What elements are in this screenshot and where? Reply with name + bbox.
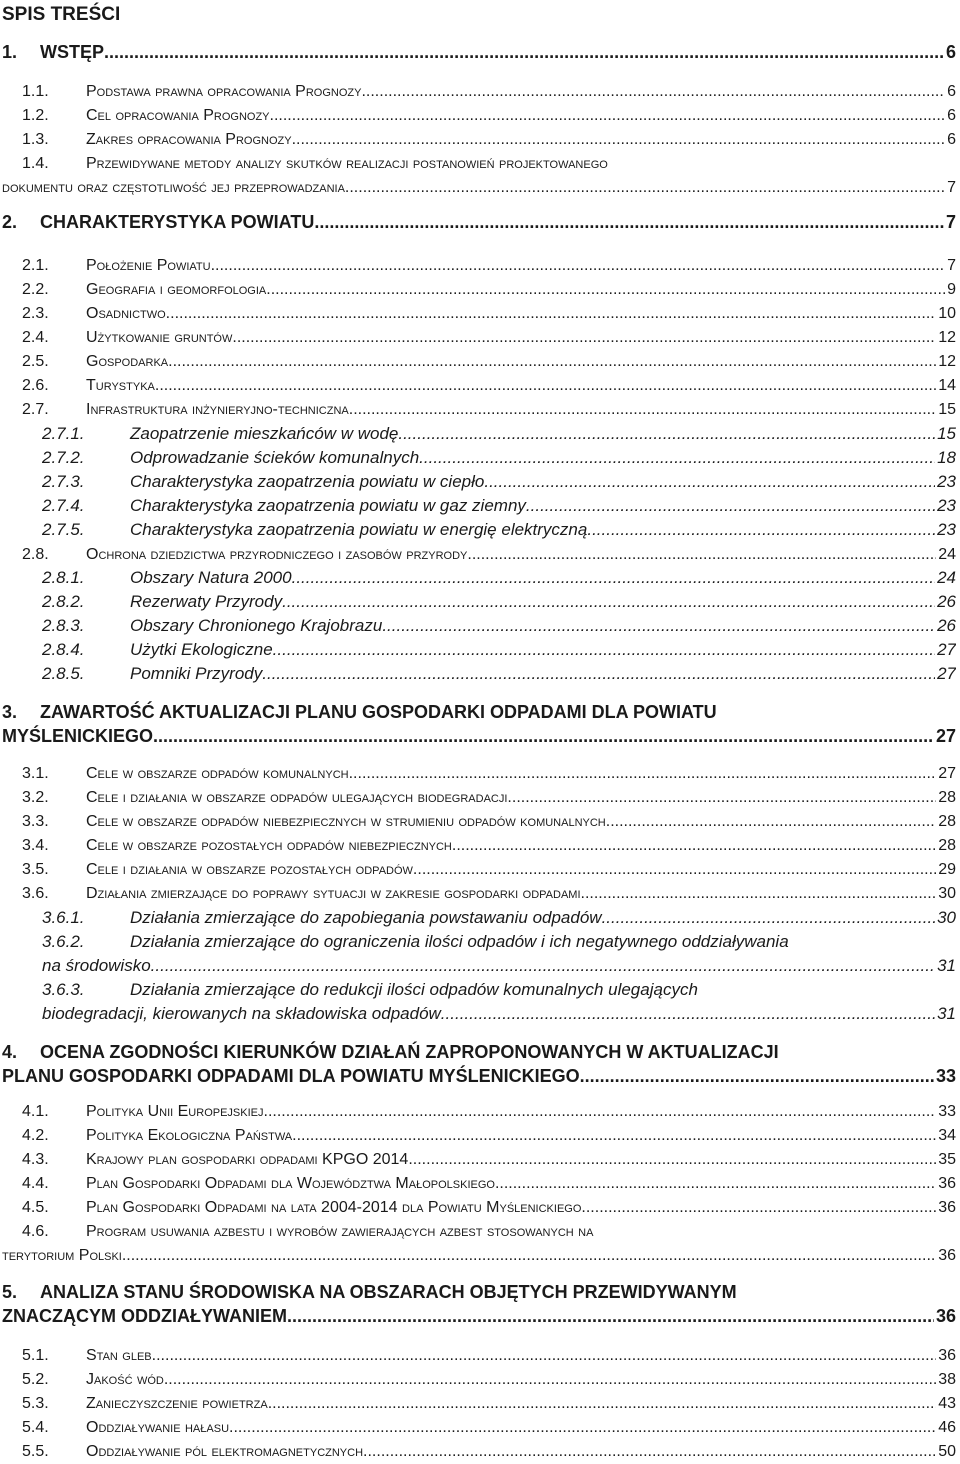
toc-entry-line bbox=[42, 470, 956, 494]
toc-entry-title: Oddziaływanie pól elektromagnetycznych bbox=[86, 1443, 364, 1460]
toc-entry-line bbox=[22, 1148, 956, 1172]
toc-entry-page: 6 bbox=[947, 131, 956, 148]
toc-entry-page: 14 bbox=[938, 377, 956, 394]
toc-entry-line bbox=[22, 810, 956, 834]
toc-entry-title: Cele w obszarze odpadów niebezpiecznych w strumieniu odpadów komunalnych bbox=[86, 813, 606, 830]
toc-entry-page: 33 bbox=[938, 1103, 956, 1120]
leader-dots bbox=[292, 1124, 936, 1148]
toc-entry-number: 3.2. bbox=[22, 789, 49, 806]
toc-entry-line bbox=[22, 1124, 956, 1148]
toc-entry-line bbox=[22, 278, 956, 302]
toc-entry-number: 3.6.1. bbox=[42, 908, 85, 927]
toc-entry-line bbox=[2, 1244, 956, 1268]
leader-dots bbox=[152, 1344, 937, 1368]
leader-dots bbox=[587, 518, 935, 542]
toc-entry-number: 2.8.4. bbox=[42, 640, 85, 659]
toc-entry-page: 30 bbox=[937, 908, 956, 927]
leader-dots bbox=[419, 446, 935, 470]
toc-entry-number: 2.3. bbox=[22, 305, 49, 322]
toc-entry-number: 4.6. bbox=[22, 1223, 49, 1240]
leader-dots bbox=[266, 278, 945, 302]
leader-dots bbox=[166, 302, 937, 326]
leader-dots bbox=[282, 590, 935, 614]
toc-entry-line bbox=[42, 906, 956, 930]
toc-entry-number: 3.6. bbox=[22, 885, 49, 902]
leader-dots bbox=[413, 858, 936, 882]
leader-dots bbox=[273, 638, 935, 662]
toc-entry-number: 4.4. bbox=[22, 1175, 49, 1192]
toc-entry-title: Użytkowanie gruntów bbox=[86, 329, 233, 346]
toc-entry-title: Osadnictwo bbox=[86, 305, 166, 322]
leader-dots bbox=[495, 1172, 936, 1196]
toc-entry-line bbox=[2, 700, 956, 724]
toc-entry-number: 2.7.4. bbox=[42, 496, 85, 515]
toc-entry-number: 5.4. bbox=[22, 1419, 49, 1436]
toc-entry-page: 35 bbox=[938, 1151, 956, 1168]
toc-entry-line bbox=[22, 1100, 956, 1124]
toc-entry-number: 4.1. bbox=[22, 1103, 49, 1120]
toc-entry-line bbox=[22, 1344, 956, 1368]
toc-entry-page: 29 bbox=[938, 861, 956, 878]
leader-dots bbox=[155, 374, 936, 398]
leader-dots bbox=[581, 882, 937, 906]
toc-entry-number: 3.1. bbox=[22, 765, 49, 782]
toc-entry-page: 27 bbox=[937, 640, 956, 659]
toc-entry-title-continued: biodegradacji, kierowanych na składowiska odpadów bbox=[42, 1004, 441, 1023]
toc-entry-page: 6 bbox=[945, 42, 956, 62]
toc-entry-page: 50 bbox=[938, 1443, 956, 1460]
toc-entry-page: 31 bbox=[937, 1004, 956, 1023]
toc-entry-page: 12 bbox=[938, 329, 956, 346]
toc-entry-title: Polityka Unii Europejskiej bbox=[86, 1103, 264, 1120]
leader-dots bbox=[104, 40, 944, 64]
toc-entry-line bbox=[22, 543, 956, 567]
toc-entry-line bbox=[22, 302, 956, 326]
toc-entry-title: Jakość wód bbox=[86, 1371, 164, 1388]
toc-entry-number: 2.8.3. bbox=[42, 616, 85, 635]
toc-entry-title: ANALIZA STANU ŚRODOWISKA NA OBSZARACH OBJĘTYCH PRZEWIDYWANYM bbox=[40, 1282, 737, 1302]
toc-entry-title: Obszary Natura 2000 bbox=[130, 568, 292, 587]
leader-dots bbox=[467, 543, 936, 567]
toc-entry-line bbox=[22, 254, 956, 278]
toc-entry-page: 28 bbox=[938, 789, 956, 806]
toc-entry-title: CHARAKTERYSTYKA POWIATU bbox=[40, 212, 315, 232]
toc-entry-title-continued: ZNACZĄCYM ODDZIAŁYWANIEM bbox=[2, 1306, 287, 1326]
leader-dots bbox=[349, 762, 937, 786]
toc-entry-title: Krajowy plan gospodarki odpadami KPGO 2014 bbox=[86, 1151, 409, 1168]
toc-entry-line bbox=[42, 422, 956, 446]
leader-dots bbox=[264, 1100, 937, 1124]
toc-entry-line bbox=[22, 1368, 956, 1392]
toc-entry-line bbox=[42, 614, 956, 638]
toc-entry-line bbox=[22, 128, 956, 152]
toc-entry-page: 24 bbox=[938, 546, 956, 563]
toc-entry-number: 2.7.1. bbox=[42, 424, 85, 443]
toc-entry-title: Ochrona dziedzictwa przyrodniczego i zasobów przyrody bbox=[86, 546, 468, 563]
toc-entry-line bbox=[2, 210, 956, 234]
toc-entry-title: Plan Gospodarki Odpadami na lata 2004-2014 dla Powiatu Myślenickiego bbox=[86, 1199, 582, 1216]
toc-entry-line bbox=[2, 724, 956, 748]
leader-dots bbox=[361, 80, 945, 104]
toc-entry-title-continued: MYŚLENICKIEGO bbox=[2, 726, 154, 746]
leader-dots bbox=[292, 128, 946, 152]
leader-dots bbox=[581, 1196, 936, 1220]
toc-entry-line bbox=[22, 152, 956, 176]
toc-entry-page: 43 bbox=[938, 1395, 956, 1412]
toc-entry-title: Cele w obszarze odpadów komunalnych bbox=[86, 765, 349, 782]
toc-entry-page: 7 bbox=[947, 179, 956, 196]
toc-entry-line bbox=[42, 954, 956, 978]
toc-entry-line bbox=[42, 566, 956, 590]
leader-dots bbox=[349, 398, 936, 422]
leader-dots bbox=[153, 724, 934, 748]
toc-entry-title: ZAWARTOŚĆ AKTUALIZACJI PLANU GOSPODARKI ODPADAMI DLA POWIATU bbox=[40, 702, 717, 722]
toc-entry-title: Infrastruktura inżynieryjno-techniczna bbox=[86, 401, 349, 418]
toc-entry-title: Rezerwaty Przyrody bbox=[130, 592, 283, 611]
leader-dots bbox=[349, 176, 945, 200]
leader-dots bbox=[398, 422, 935, 446]
toc-entry-number: 2. bbox=[2, 212, 18, 232]
toc-entry-number: 2.7.2. bbox=[42, 448, 85, 467]
toc-entry-title: Działania zmierzające do zapobiegania powstawaniu odpadów bbox=[130, 908, 602, 927]
toc-entry-line bbox=[22, 762, 956, 786]
toc-entry-line bbox=[42, 930, 956, 954]
toc-entry-number: 3.3. bbox=[22, 813, 49, 830]
toc-entry-title: Położenie Powiatu bbox=[86, 257, 211, 274]
leader-dots bbox=[602, 906, 936, 930]
leader-dots bbox=[484, 470, 935, 494]
toc-entry-title: OCENA ZGODNOŚCI KIERUNKÓW DZIAŁAŃ ZAPROPONOWANYCH W AKTUALIZACJI bbox=[40, 1042, 779, 1062]
toc-entry-number: 5.3. bbox=[22, 1395, 49, 1412]
toc-entry-title: Zanieczyszczenie powietrza bbox=[86, 1395, 268, 1412]
toc-entry-page: 7 bbox=[945, 212, 956, 232]
leader-dots bbox=[164, 1368, 936, 1392]
toc-entry-page: 12 bbox=[938, 353, 956, 370]
toc-entry-line bbox=[2, 1280, 956, 1304]
toc-entry-number: 1.3. bbox=[22, 131, 49, 148]
toc-entry-line bbox=[22, 1220, 956, 1244]
toc-entry-number: 4.5. bbox=[22, 1199, 49, 1216]
toc-title: SPIS TREŚCI bbox=[2, 4, 121, 25]
leader-dots bbox=[314, 210, 944, 234]
toc-entry-line bbox=[2, 1064, 956, 1088]
toc-entry-number: 2.4. bbox=[22, 329, 49, 346]
toc-entry-title: Cele i działania w obszarze pozostałych odpadów bbox=[86, 861, 413, 878]
toc-entry-title: Geografia i geomorfologia bbox=[86, 281, 267, 298]
leader-dots bbox=[363, 1440, 936, 1464]
toc-entry-number: 5. bbox=[2, 1282, 18, 1302]
toc-entry-title: Cel opracowania Prognozy bbox=[86, 107, 270, 124]
leader-dots bbox=[526, 494, 935, 518]
toc-entry-page: 26 bbox=[937, 592, 956, 611]
toc-entry-page: 15 bbox=[938, 401, 956, 418]
toc-entry-title: Działania zmierzające do redukcji ilości odpadów komunalnych ulegających bbox=[130, 980, 698, 999]
toc-entry-page: 24 bbox=[937, 568, 956, 587]
toc-entry-title: Cele w obszarze pozostałych odpadów niebezpiecznych bbox=[86, 837, 452, 854]
toc-entry-number: 2.8.2. bbox=[42, 592, 85, 611]
toc-entry-number: 2.8.5. bbox=[42, 664, 85, 683]
toc-entry-page: 9 bbox=[947, 281, 956, 298]
toc-entry-page: 27 bbox=[935, 726, 956, 746]
toc-entry-title: Charakterystyka zaopatrzenia powiatu w gaz ziemny bbox=[130, 496, 526, 515]
toc-entry-line bbox=[22, 786, 956, 810]
leader-dots bbox=[262, 662, 935, 686]
toc-entry-title: Charakterystyka zaopatrzenia powiatu w energię elektryczną bbox=[130, 520, 588, 539]
toc-entry-line bbox=[42, 662, 956, 686]
leader-dots bbox=[507, 786, 936, 810]
toc-entry-number: 2.8.1. bbox=[42, 568, 85, 587]
toc-entry-title: Przewidywane metody analizy skutków realizacji postanowień projektowanego bbox=[86, 155, 608, 172]
toc-entry-line bbox=[22, 834, 956, 858]
leader-dots bbox=[382, 614, 935, 638]
toc-entry-line bbox=[22, 882, 956, 906]
toc-entry-line bbox=[42, 978, 956, 1002]
leader-dots bbox=[268, 1392, 937, 1416]
toc-entry-line bbox=[42, 638, 956, 662]
toc-entry-title: Obszary Chronionego Krajobrazu bbox=[130, 616, 383, 635]
toc-entry-number: 3.5. bbox=[22, 861, 49, 878]
toc-entry-number: 2.5. bbox=[22, 353, 49, 370]
toc-entry-page: 23 bbox=[937, 496, 956, 515]
toc-entry-line bbox=[42, 1002, 956, 1026]
toc-entry-title: Działania zmierzające do poprawy sytuacji w zakresie gospodarki odpadami bbox=[86, 885, 581, 902]
toc-entry-page: 36 bbox=[938, 1247, 956, 1264]
toc-entry-line bbox=[22, 350, 956, 374]
toc-entry-number: 2.7.5. bbox=[42, 520, 85, 539]
leader-dots bbox=[408, 1148, 936, 1172]
toc-entry-number: 5.2. bbox=[22, 1371, 49, 1388]
toc-entry-number: 3. bbox=[2, 702, 18, 722]
leader-dots bbox=[151, 954, 935, 978]
toc-entry-line bbox=[42, 446, 956, 470]
toc-entry-title: WSTĘP bbox=[40, 42, 105, 62]
toc-entry-number: 3.4. bbox=[22, 837, 49, 854]
leader-dots bbox=[270, 104, 946, 128]
toc-entry-page: 33 bbox=[935, 1066, 956, 1086]
leader-dots bbox=[452, 834, 936, 858]
toc-entry-number: 3.6.2. bbox=[42, 932, 85, 951]
toc-entry-title: Gospodarka bbox=[86, 353, 169, 370]
toc-entry-title: Zaopatrzenie mieszkańców w wodę bbox=[130, 424, 399, 443]
leader-dots bbox=[292, 566, 935, 590]
leader-dots bbox=[232, 326, 936, 350]
toc-entry-title: Charakterystyka zaopatrzenia powiatu w ciepło bbox=[130, 472, 485, 491]
toc-entry-page: 30 bbox=[938, 885, 956, 902]
toc-entry-number: 4.2. bbox=[22, 1127, 49, 1144]
toc-entry-title-continued: PLANU GOSPODARKI ODPADAMI DLA POWIATU MYŚLENICKIEGO bbox=[2, 1066, 580, 1086]
toc-entry-line bbox=[22, 398, 956, 422]
toc-entry-number: 3.6.3. bbox=[42, 980, 85, 999]
toc-entry-number: 4.3. bbox=[22, 1151, 49, 1168]
toc-entry-title: Zakres opracowania Prognozy bbox=[86, 131, 292, 148]
toc-entry-number: 2.2. bbox=[22, 281, 49, 298]
toc-entry-line bbox=[22, 104, 956, 128]
toc-entry-line bbox=[22, 374, 956, 398]
toc-entry-page: 15 bbox=[937, 424, 956, 443]
toc-entry-page: 36 bbox=[938, 1347, 956, 1364]
toc-entry-line bbox=[42, 494, 956, 518]
toc-entry-title-continued: dokumentu oraz częstotliwość jej przeprowadzania. bbox=[2, 179, 350, 196]
toc-entry-line bbox=[22, 1392, 956, 1416]
toc-entry-line bbox=[22, 858, 956, 882]
toc-entry-line bbox=[22, 1172, 956, 1196]
toc-entry-title: Program usuwania azbestu i wyrobów zawierających azbest stosowanych na bbox=[86, 1223, 594, 1240]
leader-dots bbox=[287, 1304, 934, 1328]
toc-entry-page: 27 bbox=[938, 765, 956, 782]
toc-entry-line bbox=[2, 1040, 956, 1064]
leader-dots bbox=[168, 350, 936, 374]
toc-entry-title: Użytki Ekologiczne bbox=[130, 640, 273, 659]
leader-dots bbox=[211, 254, 946, 278]
toc-entry-page: 46 bbox=[938, 1419, 956, 1436]
toc-entry-line bbox=[2, 1304, 956, 1328]
toc-entry-title: Oddziaływanie hałasu bbox=[86, 1419, 230, 1436]
toc-entry-number: 1.4. bbox=[22, 155, 49, 172]
toc-entry-title-continued: terytorium Polski bbox=[2, 1247, 122, 1264]
toc-entry-line bbox=[2, 40, 956, 64]
toc-entry-line bbox=[22, 1196, 956, 1220]
toc-entry-line bbox=[42, 518, 956, 542]
toc-entry-page: 6 bbox=[947, 83, 956, 100]
toc-entry-page: 27 bbox=[937, 664, 956, 683]
toc-entry-title: Działania zmierzające do ograniczenia ilości odpadów i ich negatywnego oddziaływania bbox=[130, 932, 789, 951]
toc-entry-number: 2.8. bbox=[22, 546, 49, 563]
toc-entry-title: Odprowadzanie ścieków komunalnych bbox=[130, 448, 420, 467]
toc-entry-number: 1. bbox=[2, 42, 18, 62]
toc-entry-page: 26 bbox=[937, 616, 956, 635]
toc-entry-page: 36 bbox=[938, 1175, 956, 1192]
toc-entry-number: 1.1. bbox=[22, 83, 49, 100]
toc-entry-page: 31 bbox=[937, 956, 956, 975]
toc-entry-number: 1.2. bbox=[22, 107, 49, 124]
toc-entry-title: Podstawa prawna opracowania Prognozy bbox=[86, 83, 362, 100]
leader-dots bbox=[122, 1244, 936, 1268]
toc-entry-page: 23 bbox=[937, 472, 956, 491]
toc-entry-title: Stan gleb bbox=[86, 1347, 152, 1364]
toc-entry-page: 36 bbox=[938, 1199, 956, 1216]
leader-dots bbox=[441, 1002, 935, 1026]
toc-entry-page: 38 bbox=[938, 1371, 956, 1388]
toc-entry-title: Cele i działania w obszarze odpadów ulegających biodegradacji bbox=[86, 789, 508, 806]
toc-entry-line bbox=[22, 1416, 956, 1440]
leader-dots bbox=[606, 810, 936, 834]
toc-entry-number: 2.7.3. bbox=[42, 472, 85, 491]
toc-entry-page: 28 bbox=[938, 813, 956, 830]
toc-entry-title-continued: na środowisko bbox=[42, 956, 151, 975]
toc-entry-line bbox=[22, 326, 956, 350]
toc-entry-page: 6 bbox=[947, 107, 956, 124]
toc-entry-page: 7 bbox=[947, 257, 956, 274]
toc-entry-number: 5.5. bbox=[22, 1443, 49, 1460]
toc-entry-page: 34 bbox=[938, 1127, 956, 1144]
toc-entry-number: 2.7. bbox=[22, 401, 49, 418]
leader-dots bbox=[229, 1416, 936, 1440]
toc-entry-page: 18 bbox=[937, 448, 956, 467]
toc-entry-title: Plan Gospodarki Odpadami dla Województwa Małopolskiego bbox=[86, 1175, 495, 1192]
toc-entry-page: 10 bbox=[938, 305, 956, 322]
leader-dots bbox=[580, 1064, 934, 1088]
toc-entry-title: Turystyka bbox=[86, 377, 155, 394]
toc-entry-line bbox=[22, 1440, 956, 1464]
toc-entry-page: 28 bbox=[938, 837, 956, 854]
toc-entry-number: 2.6. bbox=[22, 377, 49, 394]
toc-entry-number: 4. bbox=[2, 1042, 18, 1062]
toc-entry-line bbox=[42, 590, 956, 614]
toc-entry-number: 5.1. bbox=[22, 1347, 49, 1364]
toc-entry-number: 2.1. bbox=[22, 257, 49, 274]
toc-entry-line bbox=[22, 80, 956, 104]
toc-entry-page: 23 bbox=[937, 520, 956, 539]
toc-entry-line bbox=[2, 176, 956, 200]
toc-entry-page: 36 bbox=[935, 1306, 956, 1326]
toc-entry-title: Polityka Ekologiczna Państwa bbox=[86, 1127, 293, 1144]
toc-entry-title: Pomniki Przyrody bbox=[130, 664, 263, 683]
